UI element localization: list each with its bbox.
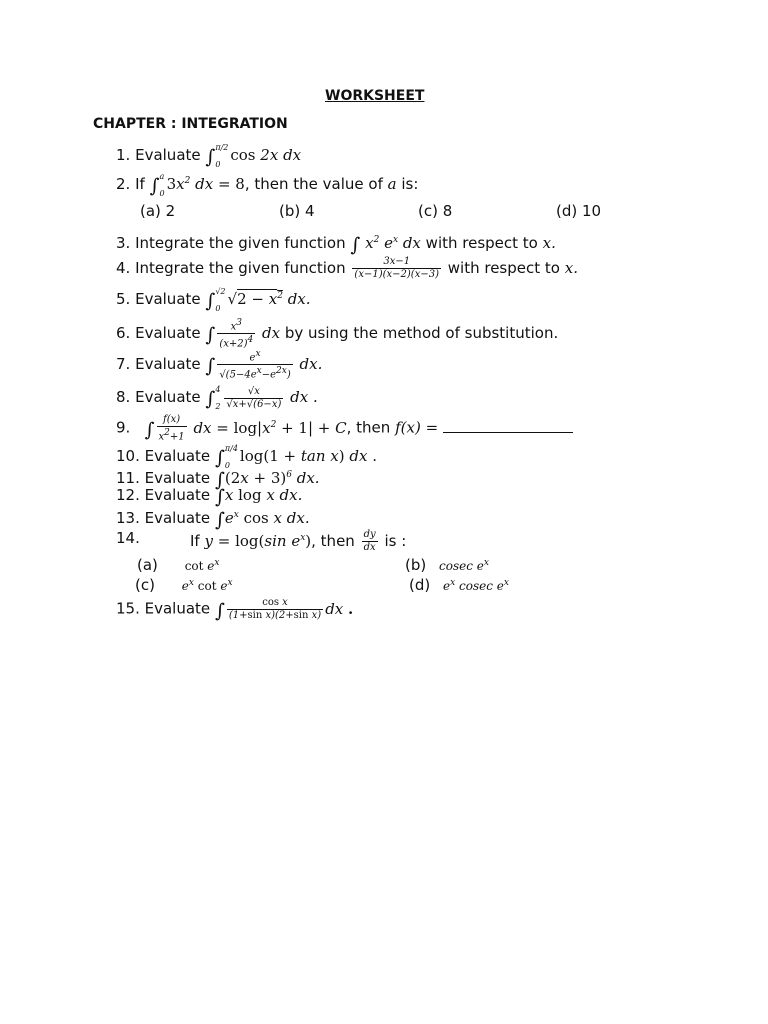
- question-12: 12. Evaluate ∫x log x dx.: [116, 486, 303, 508]
- q13-integral: $\int e^x$ cos x dx.: [214, 509, 310, 531]
- question-13: 13. Evaluate $\int e^x$ cos x dx.: [116, 509, 310, 531]
- q14-option-c: (c) $e^x$ $\cot e^x$: [135, 576, 233, 594]
- question-7: 7. Evaluate ∫ $\frac{e^x}{√(5-4e^x-e^{2x})}$ dx.: [116, 349, 323, 381]
- question-14-number: 14.: [116, 529, 140, 547]
- question-5: 5. Evaluate ∫ √2 0 $√2 - x^2$ dx.: [116, 287, 311, 313]
- q6-integral: ∫ $\frac{x^3}{(x+2)^4}$ dx: [205, 318, 281, 350]
- q12-integral: ∫x log x dx.: [214, 486, 303, 508]
- q2-option-c: (c) 8: [418, 202, 453, 220]
- q11-integral: $\int(2x + 3)^6$ dx.: [214, 469, 320, 491]
- question-4: 4. Integrate the given function $\frac{3x-1}{(x-1)(x-2)(x-3)}$ with respect to x.: [116, 256, 578, 280]
- q7-integral: ∫ $\frac{e^x}{√(5-4e^x-e^{2x})}$ dx.: [205, 349, 323, 381]
- q8-integral: ∫ 4 2 $\frac{√x}{√x+√(6-x)}$ dx .: [205, 385, 318, 411]
- q10-integral: ∫ π/4 0 log(1 + tan x) dx .: [214, 444, 377, 470]
- question-2: 2. If ∫ a 0 $3x^2$ dx = 8, then the value of a is:: [116, 172, 419, 198]
- question-10: 10. Evaluate ∫ π/4 0 log(1 + tan x) dx .: [116, 444, 377, 470]
- q9-integral: ∫ $\frac{f(x)}{x^2+1}$ dx = $\log|x^2 + 1| + C$: [144, 414, 347, 443]
- q15-integral: ∫ $\frac{\text{cos x}}{\text{(1+sin x)(2+sin x)}}$ dx .: [214, 597, 354, 622]
- q14-option-b: (b) cosec $e^x$: [405, 556, 489, 574]
- q14-option-d: (d) $e^x$ cosec $e^x$: [409, 576, 509, 594]
- question-15: 15. Evaluate ∫ $\frac{\text{cos x}}{\text{(1+sin x)(2+sin x)}}$ dx .: [116, 597, 354, 622]
- question-9: 9. ∫ $\frac{f(x)}{x^2+1}$ dx = $\log|x^2 + 1| + C$, then f(x) =: [116, 414, 573, 443]
- q5-integral: ∫ √2 0 $√2 - x^2$ dx.: [205, 287, 311, 313]
- q1-integral: ∫ π/2 0 cos 2x dx: [205, 143, 302, 169]
- q9-answer-blank: [443, 420, 573, 433]
- q2-integral: ∫ a 0 $3x^2$ dx = 8: [149, 172, 245, 198]
- q2-option-a: (a) 2: [140, 202, 176, 220]
- q3-integral: ∫ $x^2$ $e^x$ dx: [350, 234, 421, 256]
- chapter-heading: CHAPTER : INTEGRATION: [93, 116, 288, 132]
- question-6: 6. Evaluate ∫ $\frac{x^3}{(x+2)^4}$ dx by using the method of substitution.: [116, 318, 559, 350]
- question-3: 3. Integrate the given function ∫ $x^2$ $e^x$ dx with respect to x.: [116, 234, 556, 256]
- q4-fraction: $\frac{3x-1}{(x-1)(x-2)(x-3)}$: [354, 256, 439, 280]
- question-1: 1. Evaluate ∫ π/2 0 cos 2x dx: [116, 143, 302, 169]
- question-8: 8. Evaluate ∫ 4 2 $\frac{√x}{√x+√(6-x)}$ dx .: [116, 385, 318, 411]
- question-14: If y = log(sin $e^x$), then $\frac{dy}{dx}$ is :: [190, 529, 407, 553]
- q2-option-d: (d) 10: [556, 202, 602, 220]
- q14-option-a: (a) $\cot e^x$: [137, 556, 220, 574]
- q2-option-b: (b) 4: [279, 202, 315, 220]
- page-title: WORKSHEET: [325, 88, 425, 104]
- question-11: 11. Evaluate $\int(2x + 3)^6$ dx.: [116, 469, 320, 491]
